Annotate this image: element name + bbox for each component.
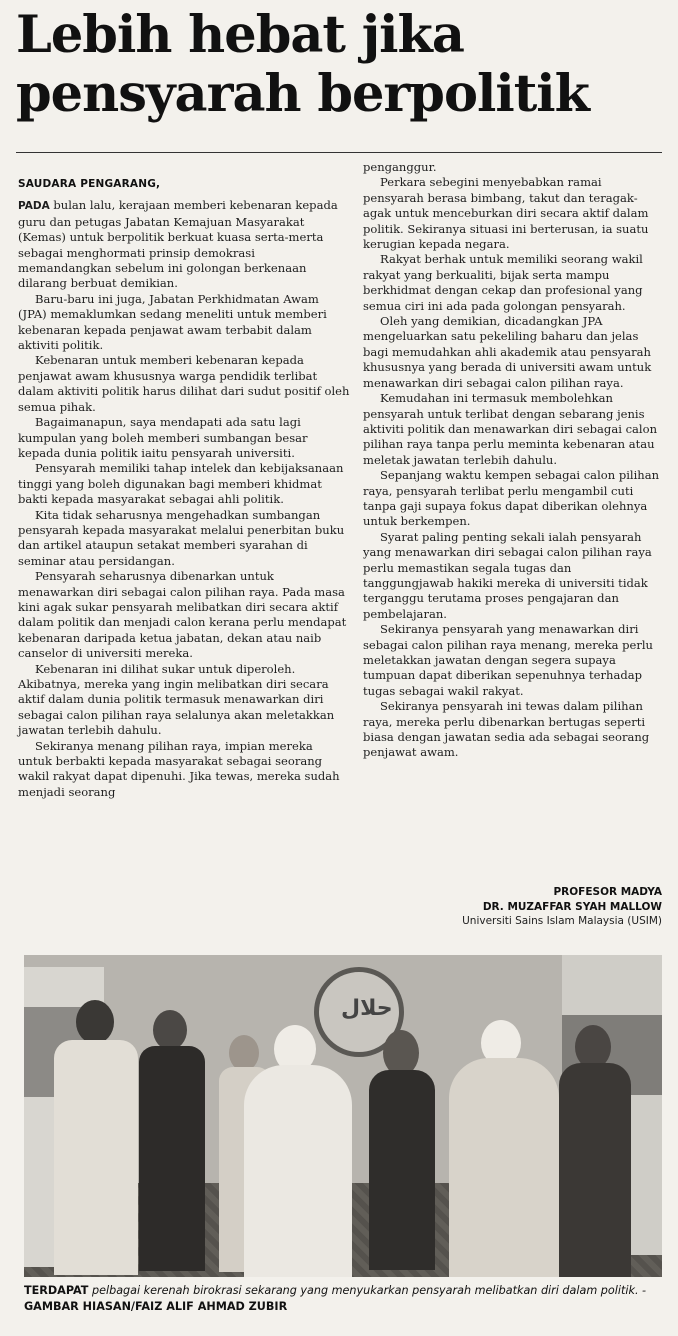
paragraph-text: Pensyarah memiliki tahap intelek dan kebijaksanaan tinggi yang boleh digunakan bagi memberi khidmat bakti kepada masyarakat sebagai ahli politik. [18,461,344,507]
paragraph-text: Sepanjang waktu kempen sebagai calon pilihan raya, pensyarah terlibat perlu mengambil cuti tanpa gaji supaya fokus dapat diberikan olehnya untuk berkempen. [363,468,660,529]
article-paragraph [18,739,350,801]
byline-institution: Universiti Sains Islam Malaysia (USIM) [462,915,662,927]
caption-lead: TERDAPAT [24,1284,89,1297]
caption-text: pelbagai kerenah birokrasi sekarang yang menyukarkan pensyarah melibatkan diri dalam politik. - [88,1284,647,1297]
article-paragraph [363,314,663,391]
paragraph-text: Kita tidak seharusnya mengehadkan sumbangan pensyarah kepada masyarakat melalui penerbitan buku dan artikel ataupun setakat memberi syarahan di seminar atau persidangan. [18,507,345,568]
headline: Lebih hebat jika pensyarah berpolitik [16,5,589,124]
paragraph-text: Perkara sebegini menyebabkan ramai pensyarah berasa bimbang, takut dan teragak-agak untuk menceburkan diri secara aktif dalam politik. Sekiranya situasi ini berterusan, ia suatu kerugian kepada negara. [363,175,649,252]
paragraph-text: bulan lalu, kerajaan memberi kebenaran kepada guru dan petugas Jabatan Kemajuan Masyarakat (Kemas) untuk berpolitik berkuat kuasa serta-merta sebagai menghormati prinsip demokrasi memandangkan sebelum ini golongan berkenaan dilarang berbuat demikian. [18,198,338,291]
article-paragraph [18,569,350,661]
article-paragraph [18,508,350,570]
paragraph-text: Rakyat berhak untuk memiliki seorang wakil rakyat yang berkualiti, bijak serta mampu berkhidmat dengan cekap dan profesional yang semua ciri ini ada pada golongan pensyarah. [363,252,643,313]
article-paragraph [363,468,663,530]
paragraph-lead-word: PADA [18,200,50,213]
paragraph-text: Syarat paling penting sekali ialah pensyarah yang menawarkan diri sebagai calon pilihan raya perlu memastikan segala tugas dan tanggungjawab hakiki mereka di universiti tidak terganggu terutama proses pengajaran dan pembelajaran. [363,529,652,621]
article-paragraph [18,662,350,739]
paragraph-text: Sekiranya pensyarah ini tewas dalam pilihan raya, mereka perlu dibenarkan bertugas seperti biasa dengan jawatan sedia ada sebagai seorang penjawat awam. [363,699,650,760]
article-column-left [18,177,350,800]
photo-caption [24,1283,664,1315]
right-paragraphs [363,160,663,761]
paragraph-text: Oleh yang demikian, dicadangkan JPA mengeluarkan satu pekeliling baharu dan jelas bagi memudahkan ahli akademik atau pensyarah khususnya yang berada di universiti awam untuk menawarkan diri sebagai calon pilihan raya. [363,314,652,390]
article-paragraph [363,160,663,175]
paragraph-text: Sekiranya menang pilihan raya, impian mereka untuk berbakti kepada masyarakat sebagai seorang wakil rakyat dapat dipenuhi. Jika tewas, mereka sudah menjadi seorang [18,738,340,799]
byline [462,885,662,929]
halal-logo-icon: حلال [314,967,404,1057]
article-paragraph [18,461,350,507]
byline-name: DR. MUZAFFAR SYAH MALLOW [482,900,662,913]
headline-rule [16,152,662,153]
article-paragraph [363,699,663,761]
paragraph-text: penganggur. [363,160,437,174]
paragraph-text: Pensyarah seharusnya dibenarkan untuk menawarkan diri sebagai calon pilihan raya. Pada masa kini agak sukar pensyarah melibatkan diri secara aktif dalam politik dan menjadi calon kerana perlu mendapat kebenaran daripada ketua jabatan, dekan atau naib canselor di universiti mereka. [18,569,347,661]
caption-credit: GAMBAR HIASAN/FAIZ ALIF AHMAD ZUBIR [24,1300,288,1313]
paragraph-text: Kebenaran untuk memberi kebenaran kepada penjawat awam khususnya warga pendidik terlibat dalam aktiviti politik harus dilihat dari sudut positif oleh semua pihak. [18,353,350,414]
paragraph-text: Bagaimanapun, saya mendapati ada satu lagi kumpulan yang boleh memberi sumbangan besar kepada dunia politik iaitu pensyarah universiti. [18,415,308,460]
article-paragraph [18,353,350,415]
left-paragraphs [18,198,350,800]
article-paragraph [363,252,663,314]
salutation: SAUDARA PENGARANG, [18,178,161,190]
paragraph-text: Kemudahan ini termasuk membolehkan pensyarah untuk terlibat dengan sebarang jenis aktiviti politik dan menawarkan diri sebagai calon pilihan raya tanpa perlu meminta kebenaran atau meletak jawatan terlebih dahulu. [363,391,658,467]
paragraph-text: Sekiranya pensyarah yang menawarkan diri sebagai calon pilihan raya menang, mereka perlu meletakkan jawatan dengan segera supaya tumpuan dapat diberikan sepenuhnya terhadap tugas sebagai wakil rakyat. [363,622,653,698]
article-paragraph [363,175,663,252]
article-paragraph [363,622,663,699]
article-paragraph [18,415,350,461]
paragraph-text: Kebenaran ini dilihat sukar untuk diperoleh. Akibatnya, mereka yang ingin melibatkan diri secara aktif dalam dunia politik termasuk menawarkan diri sebagai calon pilihan raya selalunya akan meletakkan jawatan terlebih dahulu. [18,661,335,738]
article-paragraph [363,530,663,622]
article-paragraph [18,198,350,291]
article-paragraph [363,391,663,468]
article-photo [24,955,662,1277]
article-paragraph [18,292,350,354]
byline-title: PROFESOR MADYA [553,886,662,898]
paragraph-text: Baru-baru ini juga, Jabatan Perkhidmatan Awam (JPA) memaklumkan sedang meneliti untuk memberi kebenaran kepada penjawat awam terbabit dalam aktiviti politik. [18,291,327,353]
article-column-right [363,160,663,761]
